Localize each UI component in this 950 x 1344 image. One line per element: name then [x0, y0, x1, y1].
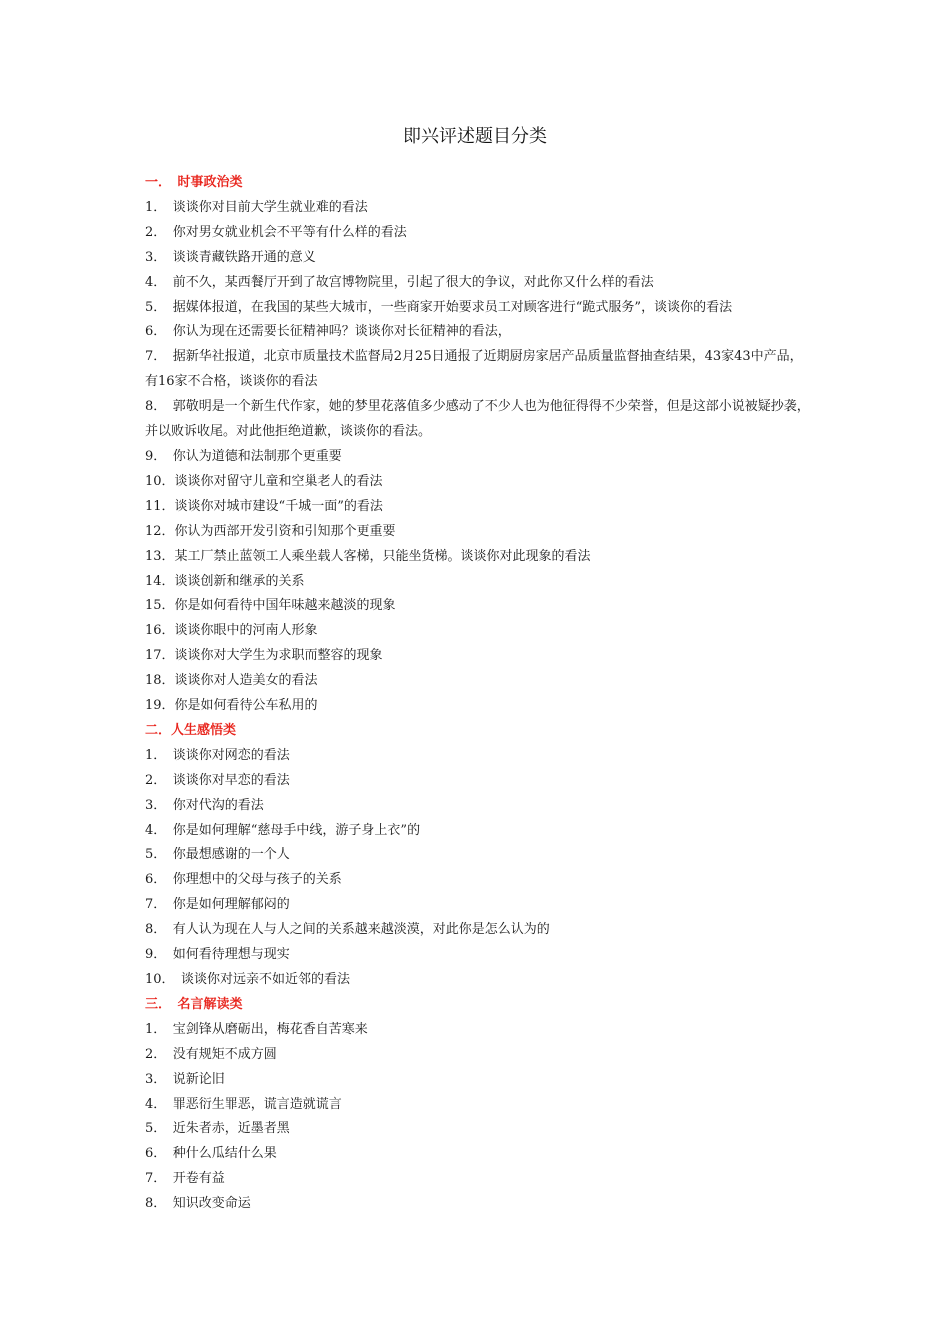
list-item: 4． 你是如何理解“慈母手中线，游子身上衣”的	[145, 822, 421, 838]
list-item: 9． 如何看待理想与现实	[145, 947, 290, 963]
list-item: 3． 谈谈青藏铁路开通的意义	[145, 249, 316, 265]
section-heading: 二．人生感悟类	[145, 722, 237, 738]
list-item: 7． 开卷有益	[145, 1171, 225, 1187]
list-item: 4． 罪恶衍生罪恶，谎言造就谎言	[145, 1096, 342, 1112]
section-heading: 三． 名言解读类	[145, 996, 243, 1012]
list-item: 11．谈谈你对城市建设“千城一面”的看法	[145, 498, 383, 514]
list-item: 2． 你对男女就业机会不平等有什么样的看法	[145, 224, 407, 240]
list-item: 3． 你对代沟的看法	[145, 797, 264, 813]
list-item: 7． 你是如何理解郁闷的	[145, 897, 290, 913]
list-item: 12．你认为西部开发引资和引知那个更重要	[145, 523, 396, 539]
section-famous-quotes	[145, 993, 815, 1217]
list-item: 10． 谈谈你对远亲不如近邻的看法	[145, 972, 351, 987]
list-item: 5． 据媒体报道，在我国的某些大城市，一些商家开始要求员工对顾客进行“跪式服务”，谈谈你的看法	[145, 299, 733, 315]
list-item: 5． 你最想感谢的一个人	[145, 847, 290, 863]
section-heading: 一． 时事政治类	[145, 175, 243, 190]
list-item: 19．你是如何看待公车私用的	[145, 698, 318, 714]
list-item: 1． 谈谈你对网恋的看法	[145, 747, 290, 763]
list-item: 8． 有人认为现在人与人之间的关系越来越淡漠，对此你是怎么认为的	[145, 922, 550, 938]
list-item: 15．你是如何看待中国年味越来越淡的现象	[145, 598, 396, 614]
section-current-affairs	[145, 171, 815, 719]
list-item: 2． 谈谈你对早恋的看法	[145, 772, 290, 788]
list-item: 1． 谈谈你对目前大学生就业难的看法	[145, 199, 368, 215]
list-item: 6． 种什么瓜结什么果	[145, 1146, 277, 1162]
list-item: 1． 宝剑锋从磨砺出，梅花香自苦寒来	[145, 1021, 368, 1037]
list-item: 6． 你认为现在还需要长征精神吗？谈谈你对长征精神的看法，	[145, 324, 511, 340]
list-item: 8． 郭敬明是一个新生代作家，她的梦里花落值多少感动了不少人也为他征得得不少荣誉，但是这部小说被疑抄袭，并以败诉收尾。对此他拒绝道歉，谈谈你的看法。	[145, 399, 810, 440]
list-item: 3． 说新论旧	[145, 1071, 225, 1087]
list-item: 6． 你理想中的父母与孩子的关系	[145, 872, 342, 888]
list-item: 4． 前不久，某西餐厅开到了故宫博物院里，引起了很大的争议，对此你又什么样的看法	[145, 274, 654, 290]
list-item: 13．某工厂禁止蓝领工人乘坐载人客梯，只能坐货梯。谈谈你对此现象的看法	[145, 548, 591, 564]
list-item: 16．谈谈你眼中的河南人形象	[145, 623, 318, 639]
page-title: 即兴评述题目分类	[403, 126, 547, 147]
list-item: 2． 没有规矩不成方圆	[145, 1046, 277, 1062]
list-item: 7． 据新华社报道，北京市质量技术监督局2月25日通报了近期厨房家居产品质量监督抽查结果，43家43中产品，有16家不合格，谈谈你的看法	[145, 349, 803, 390]
list-item: 14．谈谈创新和继承的关系	[145, 573, 305, 589]
list-item: 8． 知识改变命运	[145, 1196, 251, 1212]
list-item: 10．谈谈你对留守儿童和空巢老人的看法	[145, 473, 383, 489]
list-item: 9． 你认为道德和法制那个更重要	[145, 448, 342, 464]
list-item: 17．谈谈你对大学生为求职而整容的现象	[145, 648, 383, 664]
list-item: 18．谈谈你对人造美女的看法	[145, 673, 318, 689]
section-life-insights	[145, 719, 815, 993]
document-body	[145, 171, 815, 1217]
list-item: 5． 近朱者赤，近墨者黑	[145, 1121, 290, 1137]
